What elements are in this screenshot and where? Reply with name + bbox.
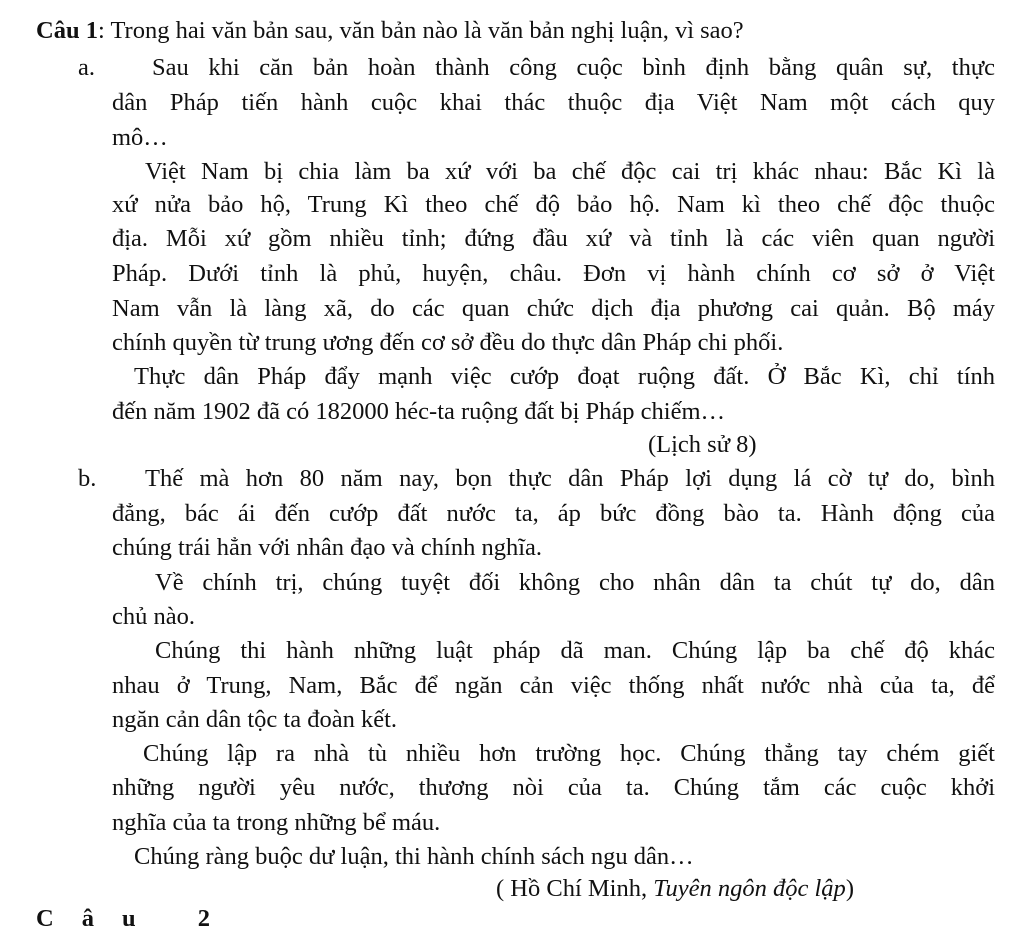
passage-a-line: Thực dân Pháp đẩy mạnh việc cướp đoạt ruộng đất. Ở Bắc Kì, chỉ tính xyxy=(134,363,995,390)
passage-a-line: Sau khi căn bản hoàn thành công cuộc bình định bằng quân sự, thực xyxy=(152,54,995,81)
question-label: Câu 1 xyxy=(36,17,98,44)
passage-b-line: đẳng, bác ái đến cướp đất nước ta, áp bức đồng bào ta. Hành động của xyxy=(112,500,995,527)
passage-b-line: chủ nào. xyxy=(112,603,195,630)
passage-a-line: đến năm 1902 đã có 182000 héc-ta ruộng đất bị Pháp chiếm… xyxy=(112,398,726,425)
source-author: ( Hồ Chí Minh, xyxy=(496,875,654,902)
question-text: : Trong hai văn bản sau, văn bản nào là văn bản nghị luận, vì sao? xyxy=(97,17,744,44)
passage-a-line: Nam vẫn là làng xã, do các quan chức dịch địa phương cai quản. Bộ máy xyxy=(112,295,995,322)
passage-b-line: Thế mà hơn 80 năm nay, bọn thực dân Pháp lợi dụng lá cờ tự do, bình xyxy=(145,465,995,492)
passage-b-line: chúng trái hẳn với nhân đạo và chính nghĩa. xyxy=(112,534,543,561)
passage-b-line: nghĩa của ta trong những bể máu. xyxy=(112,809,441,836)
passage-a-line: mô… xyxy=(112,124,168,151)
next-question-label: Câu 2 xyxy=(36,905,238,932)
passage-b-marker: b. xyxy=(78,465,97,492)
next-question-cutoff xyxy=(36,903,996,932)
passage-b-line: Chúng thi hành những luật pháp dã man. Chúng lập ba chế độ khác xyxy=(155,637,995,664)
passage-a-line: Việt Nam bị chia làm ba xứ với ba chế độc cai trị khác nhau: Bắc Kì là xyxy=(145,158,995,185)
passage-b-line: Về chính trị, chúng tuyệt đối không cho nhân dân ta chút tự do, dân xyxy=(155,569,995,596)
passage-a-line: xứ nửa bảo hộ, Trung Kì theo chế độ bảo hộ. Nam kì theo chế độc thuộc xyxy=(112,191,995,218)
source-title: Tuyên ngôn độc lập xyxy=(653,875,846,902)
passage-b-line: Chúng ràng buộc dư luận, thi hành chính sách ngu dân… xyxy=(134,843,694,870)
passage-a-source: (Lịch sử 8) xyxy=(648,431,757,458)
passage-b-line: những người yêu nước, thương nòi của ta. Chúng tắm các cuộc khởi xyxy=(112,774,995,801)
passage-a-line: chính quyền từ trung ương đến cơ sở đều do thực dân Pháp chi phối. xyxy=(112,329,784,356)
passage-b-line: Chúng lập ra nhà tù nhiều hơn trường học. Chúng thẳng tay chém giết xyxy=(143,740,995,767)
passage-b-line: ngăn cản dân tộc ta đoàn kết. xyxy=(112,706,398,733)
passage-a-line: địa. Mỗi xứ gồm nhiều tỉnh; đứng đầu xứ và tỉnh là các viên quan người xyxy=(112,225,995,252)
passage-b-source xyxy=(496,872,854,906)
passage-a-line: Pháp. Dưới tỉnh là phủ, huyện, châu. Đơn vị hành chính cơ sở ở Việt xyxy=(112,260,995,287)
passage-a-line: dân Pháp tiến hành cuộc khai thác thuộc địa Việt Nam một cách quy xyxy=(112,89,995,116)
question-heading xyxy=(36,14,744,48)
passage-a-marker: a. xyxy=(78,54,95,81)
source-close: ) xyxy=(845,875,854,902)
passage-b-line: nhau ở Trung, Nam, Bắc để ngăn cản việc thống nhất nước nhà của ta, để xyxy=(112,672,995,699)
